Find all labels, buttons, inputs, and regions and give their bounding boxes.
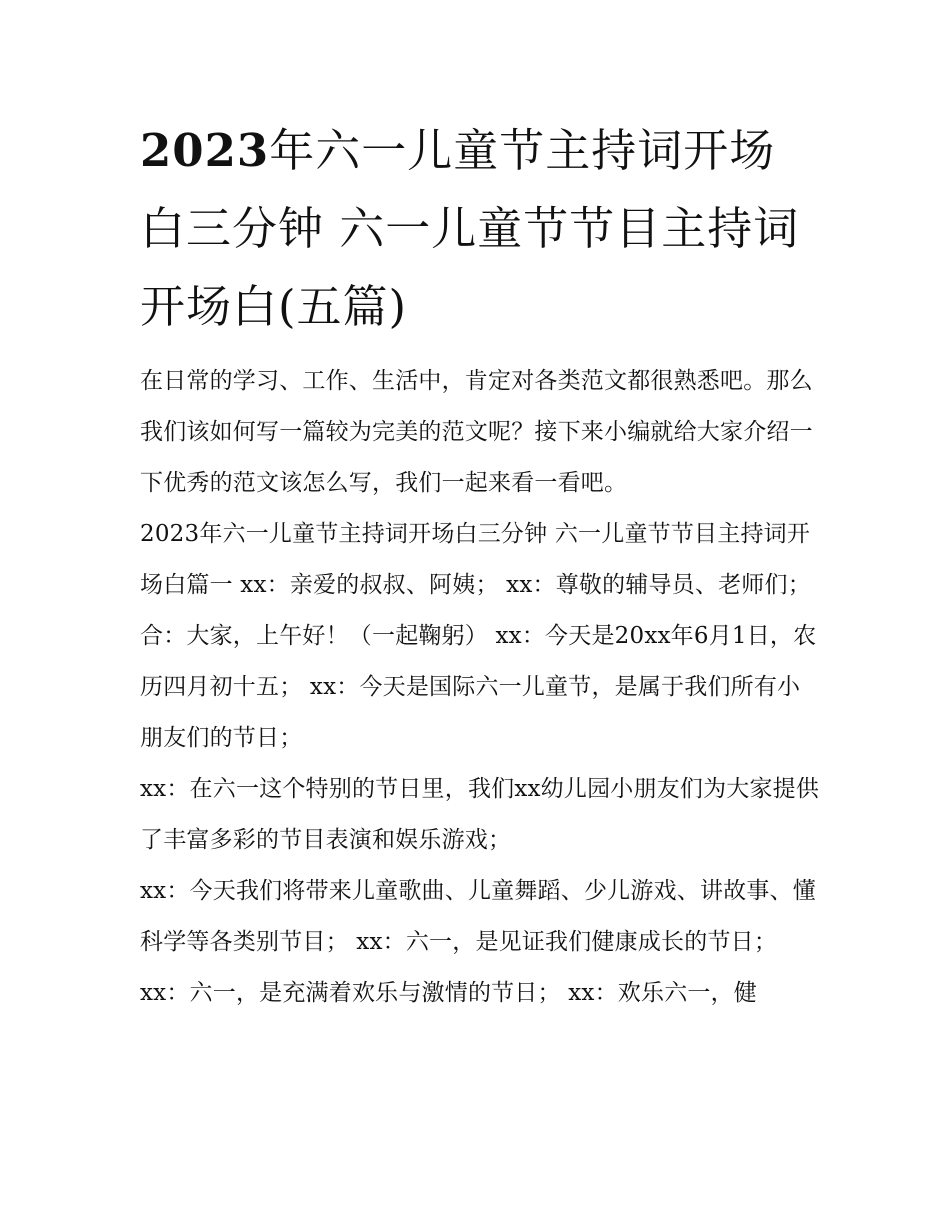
title-year: 2023 — [140, 124, 270, 177]
intro-paragraph: 在日常的学习、工作、生活中，肯定对各类范文都很熟悉吧。那么我们该如何写一篇较为完美的范文呢？接下来小编就给大家介绍一下优秀的范文该怎么写，我们一起来看一看吧。 — [140, 368, 813, 496]
body-paragraph: xx：六一，是充满着欢乐与激情的节日； xx：欢乐六一，健 — [140, 980, 757, 1006]
document-page — [140, 112, 820, 1019]
document-title — [140, 112, 820, 346]
body-paragraph: 2023年六一儿童节主持词开场白三分钟 六一儿童节节目主持词开场白篇一 xx：亲爱的叔叔、阿姨； xx：尊敬的辅导员、老师们； — [140, 521, 811, 598]
body-paragraph: 合：大家，上午好！（一起鞠躬） xx：今天是20xx年6月1日，农历四月初十五； xx：今天是国际六一儿童节，是属于我们所有小朋友们的节日； — [140, 623, 817, 751]
title-text: 年六一儿童节主持词开场白三分钟 六一儿童节节目主持词开场白(五篇) — [140, 124, 800, 333]
document-body — [140, 356, 820, 1019]
body-paragraph: xx：今天我们将带来儿童歌曲、儿童舞蹈、少儿游戏、讲故事、懂科学等各类别节目； xx：六一，是见证我们健康成长的节日； — [140, 878, 816, 955]
body-paragraph: xx：在六一这个特别的节日里，我们xx幼儿园小朋友们为大家提供了丰富多彩的节目表演和娱乐游戏； — [140, 776, 820, 853]
